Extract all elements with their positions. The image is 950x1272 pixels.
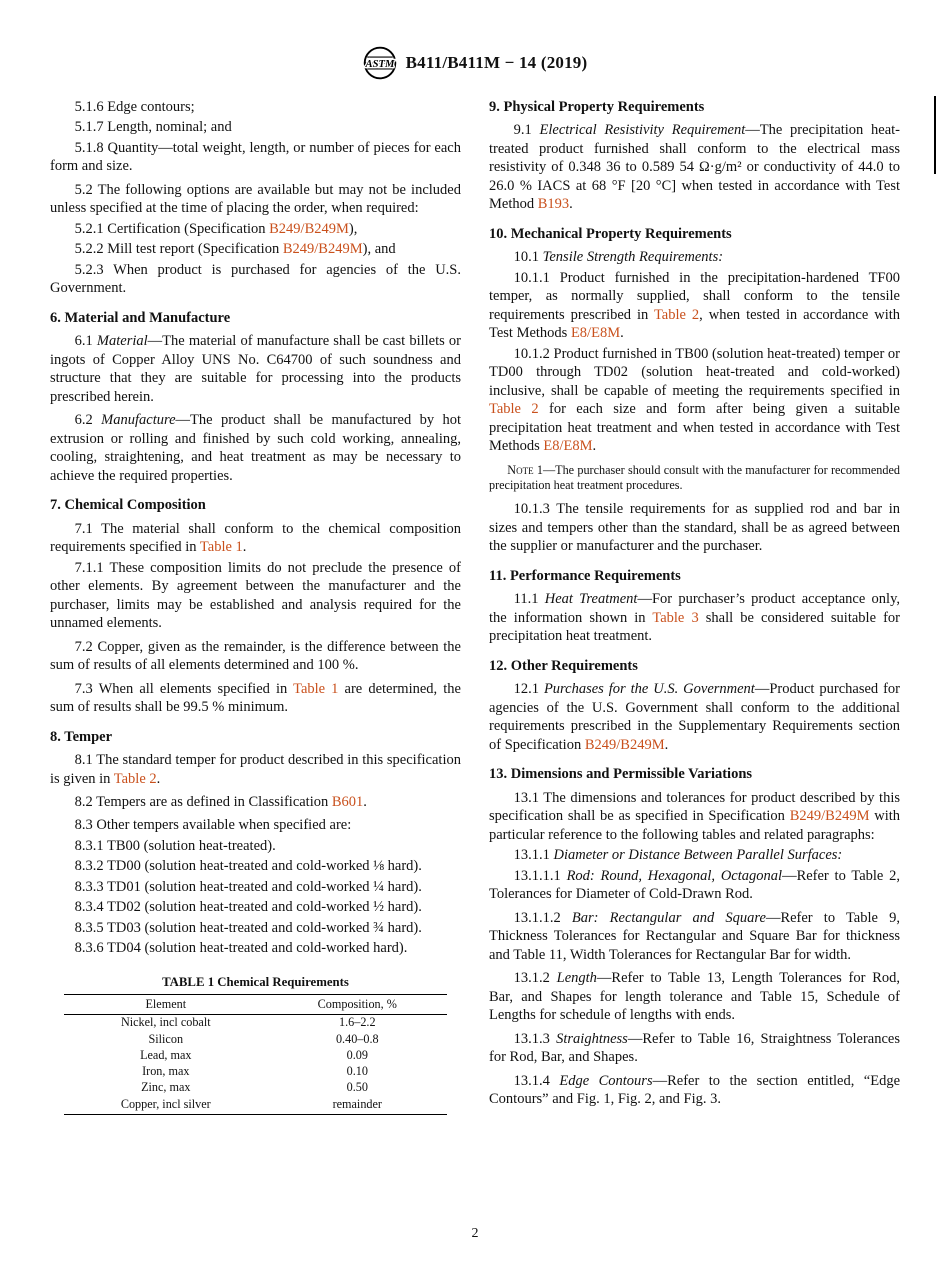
para-5-2 (50, 181, 461, 218)
text-run: 10.1.2 Product furnished in TB00 (solution heat-treated) temper or TD00 through TD02 (solution heat-treated and cold-worked) inclusive, shall be capable of meeting the requirements specified in (489, 345, 900, 399)
text-run: 11.1 (513, 591, 545, 608)
text-run: . (242, 539, 247, 556)
cell-element: Zinc, max (141, 1080, 191, 1095)
text-run: . (592, 438, 597, 455)
cell-element: Silicon (148, 1031, 184, 1046)
doc-link[interactable]: B601 (331, 793, 364, 810)
note-1 (489, 463, 900, 494)
table-row (64, 1015, 447, 1032)
right-column (489, 98, 900, 1115)
left-column (50, 98, 461, 1115)
text-run: Material (96, 333, 148, 350)
text-run: 9.1 (513, 122, 540, 139)
para-13-1-4 (489, 1072, 900, 1109)
text-run: 7.2 Copper, given as the remainder, is the difference between the sum of results of all elements determined and 100 %. (50, 638, 461, 674)
table-row (64, 1032, 447, 1048)
text-run: 6.1 (74, 333, 97, 350)
text-run: —The purchaser should consult with the manufacturer for recommended precipitation heat treatment procedures. (489, 462, 900, 493)
para-7-1-1 (50, 559, 461, 633)
table-1-header-row (64, 995, 447, 1015)
table-1-col-composition: Composition, % (268, 995, 447, 1015)
doc-link[interactable]: B249/B249M (584, 736, 665, 753)
text-run: —Refer to Table 13, Length Tolerances for Rod, Bar, and Shapes for length tolerance and Table 15, Schedule of Lengths for schedule of lengths with ends. (489, 970, 900, 1024)
text-run: 8.3.5 TD03 (solution heat-treated and cold-worked ¾ hard). (74, 919, 422, 936)
para-5-2-1 (50, 220, 461, 238)
section-heading-7: 7. Chemical Composition (50, 497, 206, 514)
text-run: 10.1.1 Product furnished in the precipitation-hardened TF00 temper, as normally supplied, shall conform to the tensile requirements prescribed in (489, 269, 900, 323)
cell-value: 1.6–2.2 (339, 1015, 376, 1030)
para-10-1-1 (489, 269, 900, 343)
text-run: Diameter or Distance Between Parallel Surfaces: (553, 847, 843, 864)
text-run: 7.1.1 These composition limits do not preclude the presence of other elements. By agreement between the manufacturer and the purchaser, limits may be established and analysis required for the unnamed elements. (50, 559, 461, 632)
text-run: 5.2.1 Certification (Specification (74, 220, 270, 237)
text-run: 5.1.7 Length, nominal; and (74, 119, 232, 136)
para-13-1-3 (489, 1030, 900, 1067)
text-run: Heat Treatment (544, 591, 638, 608)
doc-link[interactable]: Table 2 (113, 770, 157, 787)
text-run: Purchases for the U.S. Government (543, 681, 755, 698)
section-heading-12: 12. Other Requirements (489, 657, 638, 674)
cell-element: Iron, max (142, 1064, 190, 1079)
text-run: 12.1 (513, 681, 544, 698)
text-run: . (156, 770, 161, 787)
cell-element: Nickel, incl cobalt (120, 1015, 211, 1030)
text-run: —Product purchased for agencies of the U.S. Government shall conform to the additional requirements prescribed in the Supplementary Requirements section of Specification (489, 681, 901, 753)
text-run: shall be considered suitable for precipitation heat treatment. (489, 609, 900, 645)
text-run: 13.1.1.2 (513, 909, 572, 926)
document-title: B411/B411M − 14 (2019) (405, 53, 588, 72)
para-5-1-7 (50, 118, 461, 136)
text-run: ), (348, 220, 358, 237)
text-run: Tensile Strength Requirements: (542, 249, 724, 266)
section-heading-9: 9. Physical Property Requirements (489, 99, 705, 115)
text-run: 13.1.3 (513, 1030, 557, 1047)
astm-logo-text: ASTM (365, 58, 395, 70)
para-8-3-5 (50, 919, 461, 937)
text-run: 13.1.2 (513, 970, 557, 987)
text-run: 8.3.4 TD02 (solution heat-treated and cold-worked ½ hard). (74, 899, 422, 916)
text-run: Bar: Rectangular and Square (571, 909, 766, 926)
cell-element: Copper, incl silver (64, 1097, 268, 1115)
text-run: —Refer to the section entitled, “Edge Contours” and Fig. 1, Fig. 2, and Fig. 3. (489, 1072, 901, 1108)
text-run: 8.3.3 TD01 (solution heat-treated and cold-worked ¼ hard). (74, 878, 422, 895)
table-1-title: TABLE 1 Chemical Requirements (162, 974, 349, 989)
text-run: 5.1.6 Edge contours; (74, 99, 195, 115)
text-run: 7.1 The material shall conform to the chemical composition requirements specified in (50, 520, 461, 556)
para-13-1-1-1 (489, 867, 900, 904)
cell-value: 0.09 (346, 1047, 368, 1062)
section-heading-11: 11. Performance Requirements (489, 567, 681, 584)
text-run: , when tested in accordance with Test Methods (489, 306, 901, 342)
text-run: . (664, 736, 669, 753)
text-run: Straightness (556, 1030, 628, 1047)
page-header (50, 46, 900, 80)
text-run: 8.3.1 TB00 (solution heat-treated). (74, 837, 276, 854)
para-8-3-6 (50, 939, 461, 957)
text-run: —Refer to Table 16, Straightness Tolerances for Rod, Bar, and Shapes. (489, 1030, 900, 1066)
para-13-1-1-2 (489, 909, 900, 964)
text-run: 6.2 (74, 412, 102, 429)
doc-link[interactable]: B249/B249M (789, 808, 870, 825)
text-run: 10.1.3 The tensile requirements for as supplied rod and bar in sizes and tempers other than the standard, shall be as agreed between the supplier or manufacturer and the purchaser. (489, 501, 900, 555)
text-run: . (569, 196, 573, 213)
text-run: 8.3.2 TD00 (solution heat-treated and cold-worked ⅛ hard). (74, 858, 422, 875)
text-run: 5.2 The following options are available but may not be included unless specified at the time of placing the order, when required: (50, 181, 461, 217)
text-run: with particular reference to the following tables and related paragraphs: (489, 808, 901, 843)
doc-link[interactable]: B193 (537, 196, 570, 213)
doc-link[interactable]: E8/E8M (570, 325, 621, 342)
text-run: . (363, 793, 367, 810)
text-run: Length (556, 970, 597, 987)
para-5-1-6 (50, 98, 461, 116)
text-run: 13.1.1 (513, 847, 554, 864)
text-run: 5.2.2 Mill test report (Specification (74, 241, 283, 258)
table-row (64, 1064, 447, 1080)
para-5-1-8 (50, 139, 461, 176)
text-run: 8.3 Other tempers available when specified are: (74, 817, 352, 834)
text-run: —The precipitation heat-treated product furnished shall conform to the electrical mass resistivity of 0.348 36 to 0.589 54 Ω·g/m² or conductivity of 44.0 to 26.0 % IACS at 68 °F [20 °C] when tested in accordance with Test Method (489, 122, 901, 213)
para-6-2 (50, 411, 461, 485)
page-number: 2 (471, 1226, 479, 1241)
para-5-2-2 (50, 240, 461, 258)
doc-link[interactable]: Table 1 (293, 680, 339, 697)
table-1-grid (64, 994, 447, 1115)
text-run: ), and (362, 241, 396, 258)
doc-link[interactable]: Table 2 (653, 306, 700, 323)
change-bar (934, 96, 936, 174)
para-5-2-3 (50, 261, 461, 298)
section-heading-6: 6. Material and Manufacture (50, 309, 231, 326)
para-7-1 (50, 520, 461, 557)
text-run: 5.1.8 Quantity—total weight, length, or number of pieces for each form and size. (50, 139, 461, 175)
para-13-1-1 (489, 846, 900, 864)
para-10-1 (489, 248, 900, 266)
para-13-1 (489, 789, 900, 844)
para-10-1-3 (489, 500, 900, 555)
doc-link[interactable]: B249/B249M (269, 220, 349, 237)
text-run: —Refer to Table 2, Tolerances for Diameter of Cold-Drawn Rod. (489, 867, 901, 903)
doc-link[interactable]: Table 2 (489, 401, 539, 418)
text-run: 5.2.3 When product is purchased for agencies of the U.S. Government. (50, 261, 461, 297)
text-run: 8.2 Tempers are as defined in Classification (74, 793, 332, 810)
text-run: . (620, 325, 624, 342)
para-7-2 (50, 638, 461, 675)
text-run: 7.3 When all elements specified in (74, 680, 294, 697)
text-run: —The product shall be manufactured by hot extrusion or rolling and finished by such cold working, annealing, cooling, straightening, and heat treatment as may be necessary to achieve the required properties. (50, 412, 461, 484)
text-run: for each size and form after being given a suitable precipitation heat treatment and when tested in accordance with Test Methods (489, 401, 900, 455)
para-12-1 (489, 680, 900, 754)
text-run: 13.1.1.1 (513, 867, 567, 884)
text-run: Electrical Resistivity Requirement (539, 122, 746, 139)
cell-value: 0.40–0.8 (335, 1031, 379, 1046)
para-8-2 (50, 793, 461, 811)
text-run: 8.3.6 TD04 (solution heat-treated and cold-worked hard). (74, 940, 408, 957)
text-run: are determined, the sum of results shall be 99.5 % minimum. (50, 680, 461, 716)
para-6-1 (50, 332, 461, 406)
para-8-3-2 (50, 857, 461, 875)
page-footer (0, 1226, 950, 1242)
table-row (64, 1097, 447, 1115)
text-run: 10.1 (513, 249, 543, 266)
text-run: —For purchaser’s product acceptance only, the information shown in (489, 591, 900, 626)
para-9-1 (489, 121, 900, 213)
text-run: Manufacture (101, 412, 176, 429)
text-run: Edge Contours (559, 1072, 653, 1089)
cell-element: Lead, max (140, 1047, 192, 1062)
table-1 (50, 974, 461, 1115)
text-run: Note 1 (507, 462, 543, 477)
text-run: —Refer to Table 9, Thickness Tolerances for Rectangular and Square Bar for thickness and Table 11, Width Tolerances for Rectangular Bar for width. (489, 909, 900, 963)
table-1-col-element: Element (64, 995, 268, 1015)
para-7-3 (50, 680, 461, 717)
para-8-3-3 (50, 878, 461, 896)
text-run: 13.1.4 (513, 1072, 560, 1089)
section-heading-10: 10. Mechanical Property Requirements (489, 225, 732, 242)
cell-value: 0.10 (346, 1064, 368, 1079)
para-8-3-1 (50, 837, 461, 855)
para-10-1-2 (489, 345, 900, 456)
table-row (64, 1080, 447, 1096)
para-11-1 (489, 590, 900, 645)
doc-link[interactable]: Table 3 (652, 609, 699, 626)
astm-logo-icon (363, 46, 397, 80)
table-row (64, 1048, 447, 1064)
section-heading-13: 13. Dimensions and Permissible Variations (489, 766, 753, 783)
text-run: 13.1 The dimensions and tolerances for product described by this specification shall be as specified in Specification (489, 789, 900, 825)
text-run: —The material of manufacture shall be cast billets or ingots of Copper Alloy UNS No. C64700 of such soundness and structure that they are suitable for processing into the products prescribed herein. (50, 333, 461, 405)
para-8-1 (50, 751, 461, 788)
cell-value: remainder (268, 1097, 447, 1115)
two-column-body (50, 98, 900, 1115)
cell-value: 0.50 (346, 1080, 368, 1095)
doc-link[interactable]: E8/E8M (543, 438, 593, 455)
doc-link[interactable]: B249/B249M (282, 241, 363, 258)
doc-link[interactable]: Table 1 (199, 539, 243, 556)
section-heading-8: 8. Temper (50, 728, 113, 745)
text-run: Rod: Round, Hexagonal, Octagonal (566, 867, 783, 884)
para-8-3 (50, 816, 461, 834)
para-8-3-4 (50, 898, 461, 916)
para-13-1-2 (489, 969, 900, 1024)
text-run: 8.1 The standard temper for product described in this specification is given in (50, 752, 461, 787)
